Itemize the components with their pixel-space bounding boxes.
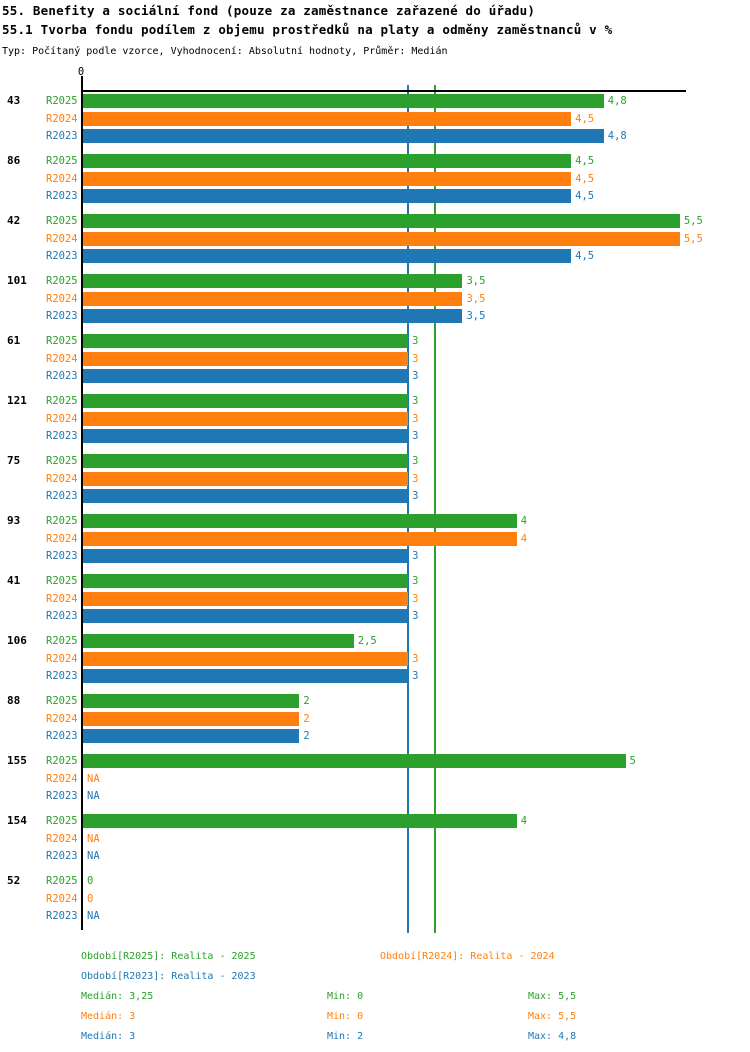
bar-value-label: 5,5 [683, 215, 703, 227]
bar [83, 549, 408, 563]
legend-r2023: Období[R2023]: Realita - 2023 [81, 971, 256, 982]
series-label: R2024 [46, 772, 78, 785]
bar [83, 94, 604, 108]
series-label: R2023 [46, 430, 78, 442]
series-label: R2023 [46, 310, 78, 322]
series-label: R2025 [46, 455, 78, 467]
bar-value-label: 2 [303, 695, 310, 707]
y-axis-line [81, 76, 83, 930]
bar-value-label: 4,5 [575, 155, 595, 167]
stat-max-r2023: Max: 4,8 [528, 1031, 577, 1042]
bar [83, 292, 462, 306]
bar [83, 712, 299, 726]
series-label: R2025 [46, 215, 78, 227]
category-label: 121 [7, 394, 27, 407]
bar-value-label: 3 [412, 352, 419, 365]
stat-min-r2025: Min: 0 [327, 991, 364, 1002]
bar [83, 334, 408, 348]
series-label: R2023 [46, 250, 78, 262]
series-label: R2024 [46, 712, 78, 725]
bar-value-label: 3 [412, 592, 419, 605]
category-label: 155 [7, 754, 27, 767]
bar [83, 189, 571, 203]
bar-value-label: 4,8 [607, 95, 627, 107]
bar-value-label: 3 [412, 670, 419, 682]
bar-value-label: 2 [303, 730, 310, 742]
category-label: 61 [7, 334, 21, 347]
series-label: R2023 [46, 370, 78, 382]
bar [83, 814, 517, 828]
x-axis-line [81, 90, 686, 92]
series-label: R2025 [46, 95, 78, 107]
bar [83, 129, 604, 143]
bar-value-label: 4 [520, 815, 528, 827]
bar-value-label: 0 [87, 875, 94, 887]
bar-value-label: 3 [412, 412, 419, 425]
series-label: R2025 [46, 875, 78, 887]
bar [83, 112, 571, 126]
bar-value-label: NA [87, 832, 100, 845]
bar [83, 729, 299, 743]
series-label: R2025 [46, 275, 78, 287]
series-label: R2025 [46, 515, 78, 527]
bar-value-label: 5,5 [683, 232, 703, 245]
bar-value-label: 4,5 [575, 172, 595, 185]
series-label: R2023 [46, 910, 78, 922]
series-label: R2025 [46, 695, 78, 707]
bar-value-label: 2 [303, 712, 310, 725]
bar [83, 592, 408, 606]
series-label: R2025 [46, 635, 78, 647]
median-line-R2023 [407, 85, 409, 933]
bar-value-label: 4 [520, 532, 528, 545]
x-tick-label: 0 [77, 66, 85, 78]
series-label: R2024 [46, 232, 78, 245]
bar [83, 754, 626, 768]
category-label: 106 [7, 634, 27, 647]
bar-value-label: 4,5 [575, 250, 595, 262]
stat-min-r2023: Min: 2 [327, 1031, 364, 1042]
series-label: R2024 [46, 892, 78, 905]
bar [83, 609, 408, 623]
series-label: R2025 [46, 755, 78, 767]
stat-median-r2024: Medián: 3 [81, 1011, 136, 1022]
bar [83, 214, 680, 228]
bar-value-label: 2,5 [357, 635, 377, 647]
bar [83, 274, 462, 288]
bar-value-label: NA [87, 772, 100, 785]
bar-value-label: 3 [412, 610, 419, 622]
bar-value-label: 3,5 [466, 275, 486, 287]
legend-r2024: Období[R2024]: Realita - 2024 [380, 951, 555, 962]
bar [83, 249, 571, 263]
series-label: R2024 [46, 832, 78, 845]
chart-subtitle: 55.1 Tvorba fondu podílem z objemu prostředků na platy a odměny zaměstnanců v % [2, 22, 613, 37]
series-label: R2023 [46, 790, 78, 802]
series-label: R2025 [46, 575, 78, 587]
category-label: 88 [7, 694, 21, 707]
bar [83, 514, 517, 528]
bar-value-label: 5 [629, 755, 636, 767]
bar [83, 429, 408, 443]
category-label: 93 [7, 514, 21, 527]
stat-min-r2024: Min: 0 [327, 1011, 364, 1022]
bar-value-label: 3 [412, 652, 419, 665]
bar-value-label: 3,5 [466, 310, 486, 322]
bar [83, 309, 462, 323]
chart-title: 55. Benefity a sociální fond (pouze za zaměstnance zařazené do úřadu) [2, 3, 536, 18]
series-label: R2024 [46, 292, 78, 305]
category-label: 41 [7, 574, 21, 587]
bar-value-label: 3 [412, 335, 419, 347]
category-label: 101 [7, 274, 27, 287]
median-line-R2025 [434, 85, 436, 933]
bar-value-label: 4 [520, 515, 528, 527]
bar [83, 652, 408, 666]
series-label: R2024 [46, 592, 78, 605]
category-label: 75 [7, 454, 21, 467]
stat-median-r2025: Medián: 3,25 [81, 991, 154, 1002]
bar-value-label: 3 [412, 472, 419, 485]
series-label: R2023 [46, 550, 78, 562]
chart-meta: Typ: Počítaný podle vzorce, Vyhodnocení: Absolutní hodnoty, Průměr: Medián [2, 46, 448, 57]
bar-value-label: 3,5 [466, 292, 486, 305]
bar [83, 472, 408, 486]
bar [83, 669, 408, 683]
series-label: R2024 [46, 472, 78, 485]
bar [83, 394, 408, 408]
category-label: 86 [7, 154, 21, 167]
series-label: R2023 [46, 730, 78, 742]
bar [83, 574, 408, 588]
series-label: R2025 [46, 815, 78, 827]
stat-max-r2024: Max: 5,5 [528, 1011, 577, 1022]
bar-value-label: 3 [412, 575, 419, 587]
bar-value-label: 3 [412, 430, 419, 442]
bar-value-label: 4,5 [575, 112, 595, 125]
series-label: R2024 [46, 652, 78, 665]
bar [83, 454, 408, 468]
bar [83, 634, 354, 648]
series-label: R2023 [46, 490, 78, 502]
series-label: R2024 [46, 172, 78, 185]
category-label: 42 [7, 214, 21, 227]
bar-value-label: 4,5 [575, 190, 595, 202]
bar [83, 232, 680, 246]
series-label: R2024 [46, 412, 78, 425]
legend-r2025: Období[R2025]: Realita - 2025 [81, 951, 256, 962]
series-label: R2023 [46, 190, 78, 202]
series-label: R2024 [46, 532, 78, 545]
category-label: 154 [7, 814, 27, 827]
category-label: 43 [7, 94, 21, 107]
bar-value-label: 3 [412, 395, 419, 407]
series-label: R2025 [46, 335, 78, 347]
bar [83, 154, 571, 168]
bar [83, 489, 408, 503]
bar-value-label: NA [87, 850, 100, 862]
bar-value-label: 3 [412, 550, 419, 562]
stat-max-r2025: Max: 5,5 [528, 991, 577, 1002]
bar-value-label: 3 [412, 370, 419, 382]
bar [83, 352, 408, 366]
bar-value-label: NA [87, 910, 100, 922]
bar [83, 369, 408, 383]
bar [83, 172, 571, 186]
series-label: R2025 [46, 395, 78, 407]
series-label: R2023 [46, 610, 78, 622]
category-label: 52 [7, 874, 21, 887]
series-label: R2023 [46, 130, 78, 142]
series-label: R2024 [46, 352, 78, 365]
stat-median-r2023: Medián: 3 [81, 1031, 136, 1042]
bar-value-label: 3 [412, 490, 419, 502]
series-label: R2023 [46, 670, 78, 682]
bar-value-label: 3 [412, 455, 419, 467]
bar-value-label: 0 [87, 892, 94, 905]
series-label: R2023 [46, 850, 78, 862]
series-label: R2024 [46, 112, 78, 125]
bar [83, 412, 408, 426]
bar [83, 532, 517, 546]
series-label: R2025 [46, 155, 78, 167]
bar-value-label: 4,8 [607, 130, 627, 142]
bar [83, 694, 299, 708]
bar-value-label: NA [87, 790, 100, 802]
